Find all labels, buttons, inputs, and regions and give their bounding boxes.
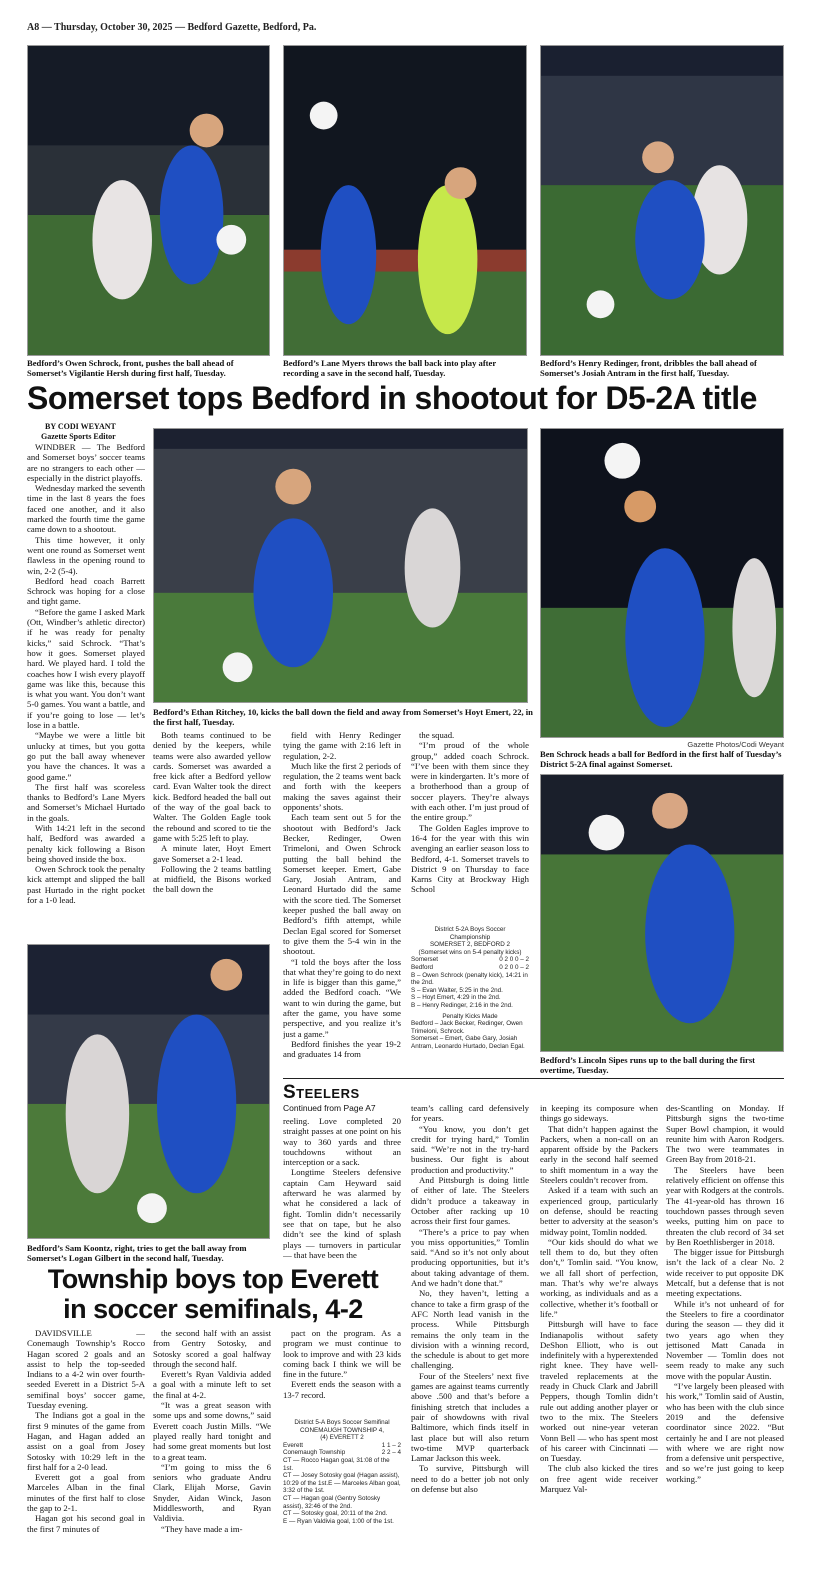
photo-ben-schrock [540, 428, 784, 738]
boxscore-pk: Bedford – Jack Becker, Redinger, Owen Trimeloni, Schrock. [411, 1020, 523, 1035]
photo-caption: Bedford’s Henry Redinger, front, dribbles the ball ahead of Somerset’s Josiah Antram in the first half, Tuesday. [540, 358, 757, 378]
boxscore-pk-title: Penalty Kicks Made [442, 1012, 498, 1020]
story1-column-2 [153, 730, 271, 940]
paragraph: pact on the program. As a program we must continue to look to improve and with 23 kids coming back I think we will be fine in the future.” [283, 1328, 401, 1380]
boxscore-row: Bedford 0 2 0 0 – 2 [411, 963, 529, 971]
paragraph: This time however, it only went one round as Somerset went flawless in the opening round to win, 2-2 (5-4). [27, 534, 145, 576]
paragraph: The Indians got a goal in the first 9 minutes of the game from Hagan, and Hagan added an assist on a goal from Josey Sotosky with 10:29 left in the first half for a 2-0 lead. [27, 1410, 145, 1472]
paragraph: With 14:21 left in the second half, Bedford was awarded a penalty kick following a Bison being shoved inside the box. [27, 822, 145, 864]
boxscore-district-5-2a [411, 926, 529, 1076]
photo-caption: Ben Schrock heads a ball for Bedford in the first half of Tuesday’s District 5-2A final against Somerset. [540, 749, 782, 769]
paragraph: “You know, you don’t get credit for trying hard,” Tomlin said. “We’re not in the try-hard business. Our fight is about production and productivity.” [411, 1123, 529, 1175]
photo-sam-koontz [27, 944, 270, 1239]
paragraph: the second half with an assist from Gentry Sotosky, and Sotosky scored a goal halfway through the second half. [153, 1328, 271, 1369]
paragraph: DAVIDSVILLE — Conemaugh Township’s Rocco Hagan scored 2 goals and an assist to help the top-seeded Indians to a 4-2 win over fourth-seeded Everett in a District 5-A semifinal boys’ soccer game, Tuesday evening. [27, 1328, 145, 1411]
boxscore-row: Somerset 0 2 0 0 – 2 [411, 956, 529, 964]
paragraph: Everett ends the season with a 13-7 record. [283, 1379, 401, 1400]
boxscore-title: SOMERSET 2, BEDFORD 2 [429, 941, 510, 949]
paragraph: “There’s a price to pay when you miss opportunities,” Tomlin said. “And so it’s not only about producing opportunities, but it’s about taking advantage of them. And we hadn’t done that.” [411, 1226, 529, 1289]
kicker-steelers: Steelers [283, 1082, 360, 1103]
story1-column-4 [411, 730, 529, 920]
paragraph: “It was a great season with some ups and some downs,” said Everett coach Justin Mills. “We played really hard tonight and had some great moments but lost to a great team. [153, 1400, 271, 1462]
paragraph: Owen Schrock took the penalty kick attempt and slipped the ball past Hurtado in the right pocket for a 1-0 lead. [27, 864, 145, 906]
paragraph: in keeping its composure when things go sideways. [540, 1103, 658, 1124]
paragraph: reeling. Love completed 20 straight passes at one point on his way to 360 yards and three touchdowns without an interception or a sack. [283, 1116, 401, 1168]
boxscore-subtitle: (Somerset wins on 5-4 penalty kicks) [418, 948, 522, 956]
boxscore-play: CT — Hagan goal (Gentry Sotosky assist), 32:46 of the 2nd. [283, 1494, 381, 1510]
boxscore-title: CONEMAUGH TOWNSHIP 4, [300, 1426, 384, 1434]
paragraph: Four of the Steelers’ next five games are against teams currently above .500 and that’s before a finishing stretch that includes a pair of showdowns with rival Baltimore, which finds itself in last place but will also return two-time MVP quarterback Lamar Jackson this week. [411, 1370, 529, 1464]
headline-somerset-tops-bedford: Somerset tops Bedford in shootout for D5-2A title [27, 380, 757, 416]
photo-caption: Bedford’s Lincoln Sipes runs up to the ball during the first overtime, Tuesday. [540, 1055, 756, 1075]
page-folio: A8 — Thursday, October 30, 2025 — Bedford Gazette, Bedford, Pa. [27, 22, 317, 33]
story2-column-2 [153, 1328, 271, 1578]
boxscore-title: District 5-2A Boys Soccer [434, 926, 506, 933]
boxscore-play: S – Hoyt Emert, 4:29 in the 2nd. [411, 994, 501, 1002]
paragraph: To survive, Pittsburgh will need to do a better job not only on defense but also [411, 1463, 529, 1494]
story3-column-4 [666, 1103, 784, 1581]
story1-column-1 [27, 422, 145, 938]
boxscore-play: CT — Rocco Hagan goal, 31:08 of the 1st. [283, 1456, 390, 1472]
photo-owen-schrock [27, 45, 270, 356]
story2-column-3 [283, 1328, 401, 1416]
boxscore-row: Conemaugh Township 2 2 – 4 [283, 1449, 401, 1457]
story1-column-3 [283, 730, 401, 1070]
paragraph: Each team sent out 5 for the shootout with Bedford’s Jack Becker, Redinger, Owen Trimeloni, and Owen Schrock putting the ball behind the Somerset keeper. Emert, Gabe Gary, Josiah Antram, and Leonard Hurtado did the same with the score tied. The Somerset keeper pushed the ball away on Bedford’s fifth attempt, while Declan Egal scored for Somerset to give them the 5-4 win in the shootout. [283, 812, 401, 957]
paragraph: field with Henry Redinger tying the game with 2:16 left in regulation, 2-2. [283, 730, 401, 761]
section-divider [283, 1078, 784, 1079]
boxscore-title: District 5-A Boys Soccer Semifinal [294, 1419, 390, 1426]
paragraph: Both teams continued to be denied by the keepers, while teams were also awarded yellow cards. Somerset was awarded a free kick after a Bedford yellow card. Evan Walter took the direct kick. Bedford headed the ball out of the way of the goal back to Walter. The Golden Eagle took the rebound and scored to tie the game with 5:25 left to play. [153, 730, 271, 843]
paragraph: A minute later, Hoyt Emert gave Somerset a 2-1 lead. [153, 843, 271, 864]
paragraph: Everett got a goal from Marceles Alban in the final minutes of the first half to close the gap to 2-1. [27, 1472, 145, 1514]
paragraph: The bigger issue for Pittsburgh isn’t the lack of a clear No. 2 wide receiver to put opposite DK Metcalf, but a defense that is not meeting expectations. [666, 1247, 784, 1299]
boxscore-district-5-a [283, 1419, 401, 1579]
photo-caption: Bedford’s Sam Koontz, right, tries to get the ball away from Somerset’s Logan Gilbert in the second half, Tuesday. [27, 1243, 247, 1263]
paragraph: No, they haven’t, letting a chance to take a firm grasp of the AFC North lead vanish in the process. While Pittsburgh remains the only team in the division with a winning record, the schedule is about to get more challenging. [411, 1288, 529, 1371]
paragraph: Bedford finishes the year 19-2 and graduates 14 from [283, 1038, 401, 1060]
paragraph: “Our kids should do what we tell them to do, but they often don’t,” Tomlin said. “You know, we all fall short of perfection, man. That’s why we’re always working, as individuals and as a collective, whether it’s football or life.” [540, 1236, 658, 1319]
boxscore-play: B – Owen Schrock (penalty kick), 14:21 in the 2nd. [411, 971, 528, 987]
story2-column-1 [27, 1328, 145, 1578]
paragraph: Pittsburgh will have to face Indianapolis without safety DeShon Elliott, who is out indefinitely with a hyperextended right knee. They have well-traveled replacements at the ready in Chuck Clark and Jabrill Peppers, though Tomlin didn’t rule out adding another player or two to the mix. The Steelers worked out nine-year veteran Vonn Bell — who has spent most of his career with Cincinnati — on Tuesday. [540, 1319, 658, 1464]
headline-township-boys: Township boys top Everett in soccer semifinals, 4-2 [47, 1264, 379, 1324]
byline-title: Gazette Sports Editor [41, 432, 116, 441]
paragraph: The Golden Eagles improve to 16-4 for the year with this win avenging an earlier season loss to Bedford, 4-1. Somerset travels to District 9 on Thursday to face Karns City at Brockway High School [411, 822, 529, 895]
paragraph: Bedford head coach Barrett Schrock was hoping for a close and tight game. [27, 575, 145, 607]
paragraph: The Steelers have been relatively efficient on offense this year with Rodgers at the controls. The 41-year-old has thrown 16 touchdown passes through seven weeks, putting him on pace to threaten the club record of 34 set by Ben Roethlisberger in 2018. [666, 1164, 784, 1247]
paragraph: des-Scantling on Monday. If Pittsburgh signs the two-time Super Bowl champion, it would reunite him with Aaron Rodgers. The two were teammates in Green Bay from 2018-21. [666, 1103, 784, 1165]
paragraph: “They have made a im- [161, 1523, 243, 1534]
photo-caption: Bedford’s Lane Myers throws the ball back into play after recording a save in the second half, Tuesday. [283, 358, 497, 378]
paragraph: And Pittsburgh is doing little of either of late. The Steelers didn’t produce a takeaway in October after racking up 10 across their first four games. [411, 1175, 529, 1227]
paragraph: While it’s not unheard of for the Steelers to fire a coordinator during the season — they did it two years ago when they jettisoned Matt Canada in November — Tomlin does not seem ready to make any such move with the popular Austin. [666, 1298, 784, 1381]
paragraph: “Maybe we were a little bit unlucky at times, but you gotta go put the ball away whenever you have the chances. It was a good game.” [27, 730, 145, 782]
paragraph: Wednesday marked the seventh time in the last 8 years the foes faced one another, and it also marked the fourth time the game came down to a shootout. [27, 483, 145, 535]
paragraph: Hagan got his second goal in the first 7 minutes of [27, 1513, 145, 1534]
story3-column-3 [540, 1103, 658, 1581]
paragraph: The club also kicked the tires on free agent wide receiver Marquez Val- [540, 1463, 658, 1494]
paragraph: “I’ve largely been pleased with his work,” Tomlin said of Austin, who has been with the club since 2019 and the defensive coordinator since 2022. “But certainly he and I are not pleased with where we are right now from a defensive unit perspective, and so we’re just going to keep working.” [666, 1381, 784, 1484]
photo-lane-myers [283, 45, 527, 356]
boxscore-title: (4) EVERETT 2 [320, 1434, 364, 1442]
paragraph: “I’m going to miss the 6 seniors who graduate Andru Clark, Elijah Morse, Gavin Snyder, Aidan Winck, Jason Middlesworth, and Ryan Valdivia. [153, 1461, 271, 1524]
paragraph: The first half was scoreless thanks to Bedford’s Lane Myers and Somerset’s Michael Hurtado in the goals. [27, 781, 145, 823]
photo-caption: Bedford’s Ethan Ritchey, 10, kicks the ball down the field and away from Somerset’s Hoyt Emert, 22, in the first half, Tuesday. [153, 707, 533, 727]
boxscore-play: CT — Josey Sotosky goal (Hagan assist), 10:29 of the 1st.E — Marceles Alban goal, 3:32 of the 1st. [283, 1472, 401, 1495]
paragraph: “I told the boys after the loss that what they’re going to do next in life is bigger than this game,” added the Bedford coach. “We want to win during the game, but after the game, you have some perspective, and you realize it’s just a game.” [283, 956, 401, 1039]
paragraph: WINDBER — The Bedford and Somerset boys’ soccer teams are no strangers to each other — especially in the district playoffs. [27, 442, 145, 483]
photo-caption: Bedford’s Owen Schrock, front, pushes the ball ahead of Somerset’s Vigilantie Hersh during first half, Tuesday. [27, 358, 234, 378]
boxscore-title: Championship [449, 933, 491, 941]
photo-ethan-ritchey [153, 428, 528, 703]
boxscore-play: B – Henry Redinger, 2:16 in the 2nd. [411, 1001, 513, 1009]
paragraph: That didn’t happen against the Packers, when a non-call on an apparent offside by the Packers early in the second half seemed to shift momentum in a way the Steelers couldn’t recover from. [540, 1123, 658, 1186]
byline: BY CODI WEYANT [45, 422, 116, 431]
photo-henry-redinger [540, 45, 784, 356]
boxscore-pk: Somerset – Emert, Gabe Gary, Josiah Antram, Leonardo Hurtado, Declan Egal. [411, 1035, 525, 1050]
paragraph: Asked if a team with such an experienced group, particularly on defense, should be reacting better to adversity at the season’s midway point, Tomlin nodded. [540, 1185, 658, 1237]
paragraph: Following the 2 teams battling at midfield, the Bisons worked the ball down the [153, 863, 271, 895]
photo-credit: Gazette Photos/Codi Weyant [687, 740, 784, 749]
paragraph: the squad. [419, 730, 455, 740]
jump-line: Continued from Page A7 [283, 1103, 376, 1113]
boxscore-play: S – Evan Walter, 5:25 in the 2nd. [411, 986, 503, 994]
story3-column-2 [411, 1103, 529, 1581]
paragraph: “I’m proud of the whole group,” added coach Schrock. “I’ve been with them since they were in kindergarten. It’s more of a brotherhood than a group of soccer players. They’re always with each other. I’m just proud of the entire group.” [411, 740, 529, 823]
paragraph: Much like the first 2 periods of regulation, the 2 teams went back and forth with the keepers making the saves against their opponents’ shots. [283, 760, 401, 813]
paragraph: “Before the game I asked Mark (Ott, Windber’s athletic director) if he was ready for penalty kicks,” said Schrock. “That’s how it goes. Somerset played hard. We played hard. I told the coaches how I wish every playoff game was like this, because this is what you want. You don’t want 5-0 games. You want a battle, and if you’re going to lose — let’s lose in a battle. [27, 606, 145, 731]
boxscore-play: E — Ryan Valdivia goal, 1:00 of the 1st. [283, 1517, 394, 1525]
paragraph: team’s calling card defensively for years. [411, 1103, 529, 1124]
photo-lincoln-sipes [540, 774, 784, 1052]
boxscore-row: Everett 1 1 – 2 [283, 1441, 401, 1449]
paragraph: Everett’s Ryan Valdivia added a goal with a minute left to set the final at 4-2. [153, 1369, 271, 1400]
paragraph: Longtime Steelers defensive captain Cam Heyward said afterward he was alarmed by what he considered a lack of fight. Tomlin didn’t necessarily see that on tape, but he also didn’t see the kind of splash plays — turnovers in particular — that have been the [283, 1167, 401, 1260]
boxscore-play: CT — Sotosky goal, 20:11 of the 2nd. [283, 1510, 388, 1518]
story3-column-1 [283, 1116, 401, 1264]
